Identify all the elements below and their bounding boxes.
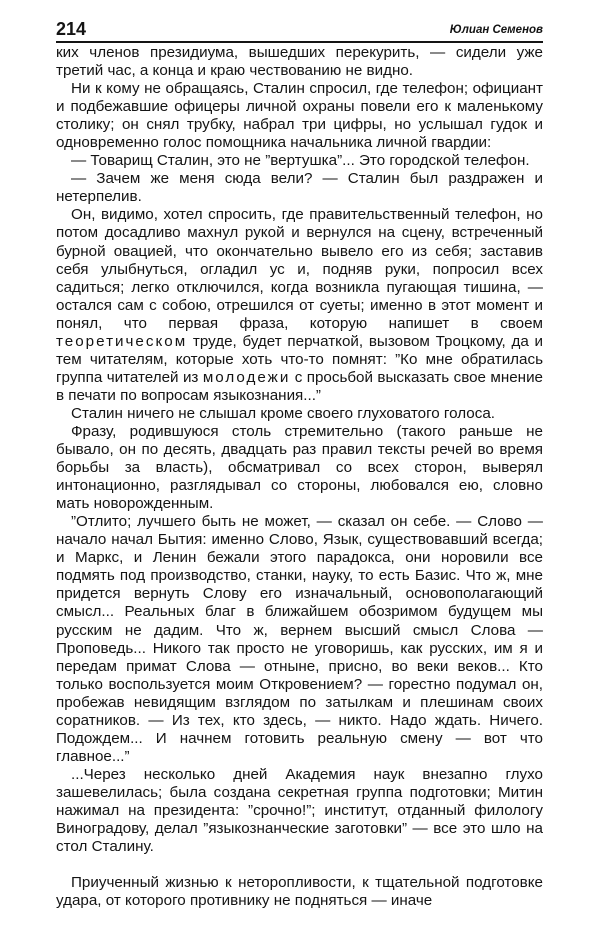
paragraph-1: ких членов президиума, вышедших перекурить, — сидели уже третий час, а конца и краю чествованию не видно. [56, 44, 543, 80]
paragraph-5-part-2: труде, будет перчаткой, вызовом Троцкому, да и тем читателям, которые хоть что-то помнят: ”Ко мне обратилась группа читателей из [56, 332, 543, 386]
spaced-word-theoretical: теоретическом [56, 332, 188, 350]
body-text [56, 44, 543, 910]
paragraph-5 [56, 206, 543, 405]
page-header [56, 18, 543, 42]
paragraph-9: ...Через несколько дней Академия наук внезапно глухо зашевелилась; была создана секретная группа подготовки; Митин нажимал на президента: ”срочно!”; институт, отданный филологу Виноградову, делал ”языкознанческие заготовки” — все это шло на стол Сталину. [56, 765, 543, 856]
page-number: 214 [56, 19, 87, 39]
paragraph-10: Приученный жизнью к неторопливости, к тщательной подготовке удара, от которого противнику не подняться — иначе [56, 874, 543, 910]
paragraph-6: Сталин ничего не слышал кроме своего глуховатого голоса. [71, 404, 495, 422]
paragraph-3: — Товарищ Сталин, это не ”вертушка”... Это городской телефон. [71, 152, 530, 170]
paragraph-5-part-1: Он, видимо, хотел спросить, где правительственный телефон, но потом досадливо махнул рукой и вернулся на сцену, встреченный бурной овацией, что окончательно вывело его из себя; заставив себя улыбнуться, огладил ус и, подняв руки, попросил всех садиться; легко отключился, когда возникла пугающая тишина, — остался сам с собою, отрешился от суеты; именно в этот момент и понял, что первая фраза, которую напишет в своем [56, 206, 543, 332]
running-head-author: Юлиан Семенов [449, 24, 543, 36]
paragraph-5-part-3: с просьбой высказать свое мнение в печати по вопросам языкознания...” [56, 368, 543, 404]
spaced-word-youth: молодежи [202, 368, 291, 386]
paragraph-2: Ни к кому не обращаясь, Сталин спросил, где телефон; официант и подбежавшие офицеры личной охраны повели его к маленькому столику; он снял трубку, набрал три цифры, но услышал гудок и одновременно голос помощника начальника личной гвардии: [56, 80, 543, 152]
header-rule [56, 41, 543, 43]
paragraph-8: ”Отлито; лучшего быть не может, — сказал он себе. — Слово — начало начал Бытия: именно Слово, Язык, существовавший всегда; и Маркс, и Ленин бежали этого парадокса, они норовили все подмять под производство, станки, науку, то есть Базис. Что ж, мне придется вернуть Слову его изначальный, основополагающий смысл... Реальных благ в ближайшем обозримом будущем мы русским не дадим. Что ж, вернем высший смысл Слова — Проповедь... Никого так просто не уговоришь, как русских, им я и передам примат Слова — отныне, присно, во веки веков... Кто только воспользуется моим Откровением? — горестно подумал он, пробежав невидящим взглядом по затылкам и плешинам своих соратников. — Из тех, кто здесь, — никто. Надо ждать. Ничего. Подождем... И начнем готовить реальную смену — вот что главное...” [56, 513, 543, 765]
paragraph-7: Фразу, родившуюся столь стремительно (такого раньше не бывало, он по десять, двадцать раз правил тексты речей во время борьбы за власть), обсматривал со всех сторон, выверял интонационно, разглядывал со стороны, любовался ею, словно мать новорожденным. [56, 422, 543, 513]
paragraph-4: — Зачем же меня сюда вели? — Сталин был раздражен и нетерпелив. [56, 170, 543, 206]
